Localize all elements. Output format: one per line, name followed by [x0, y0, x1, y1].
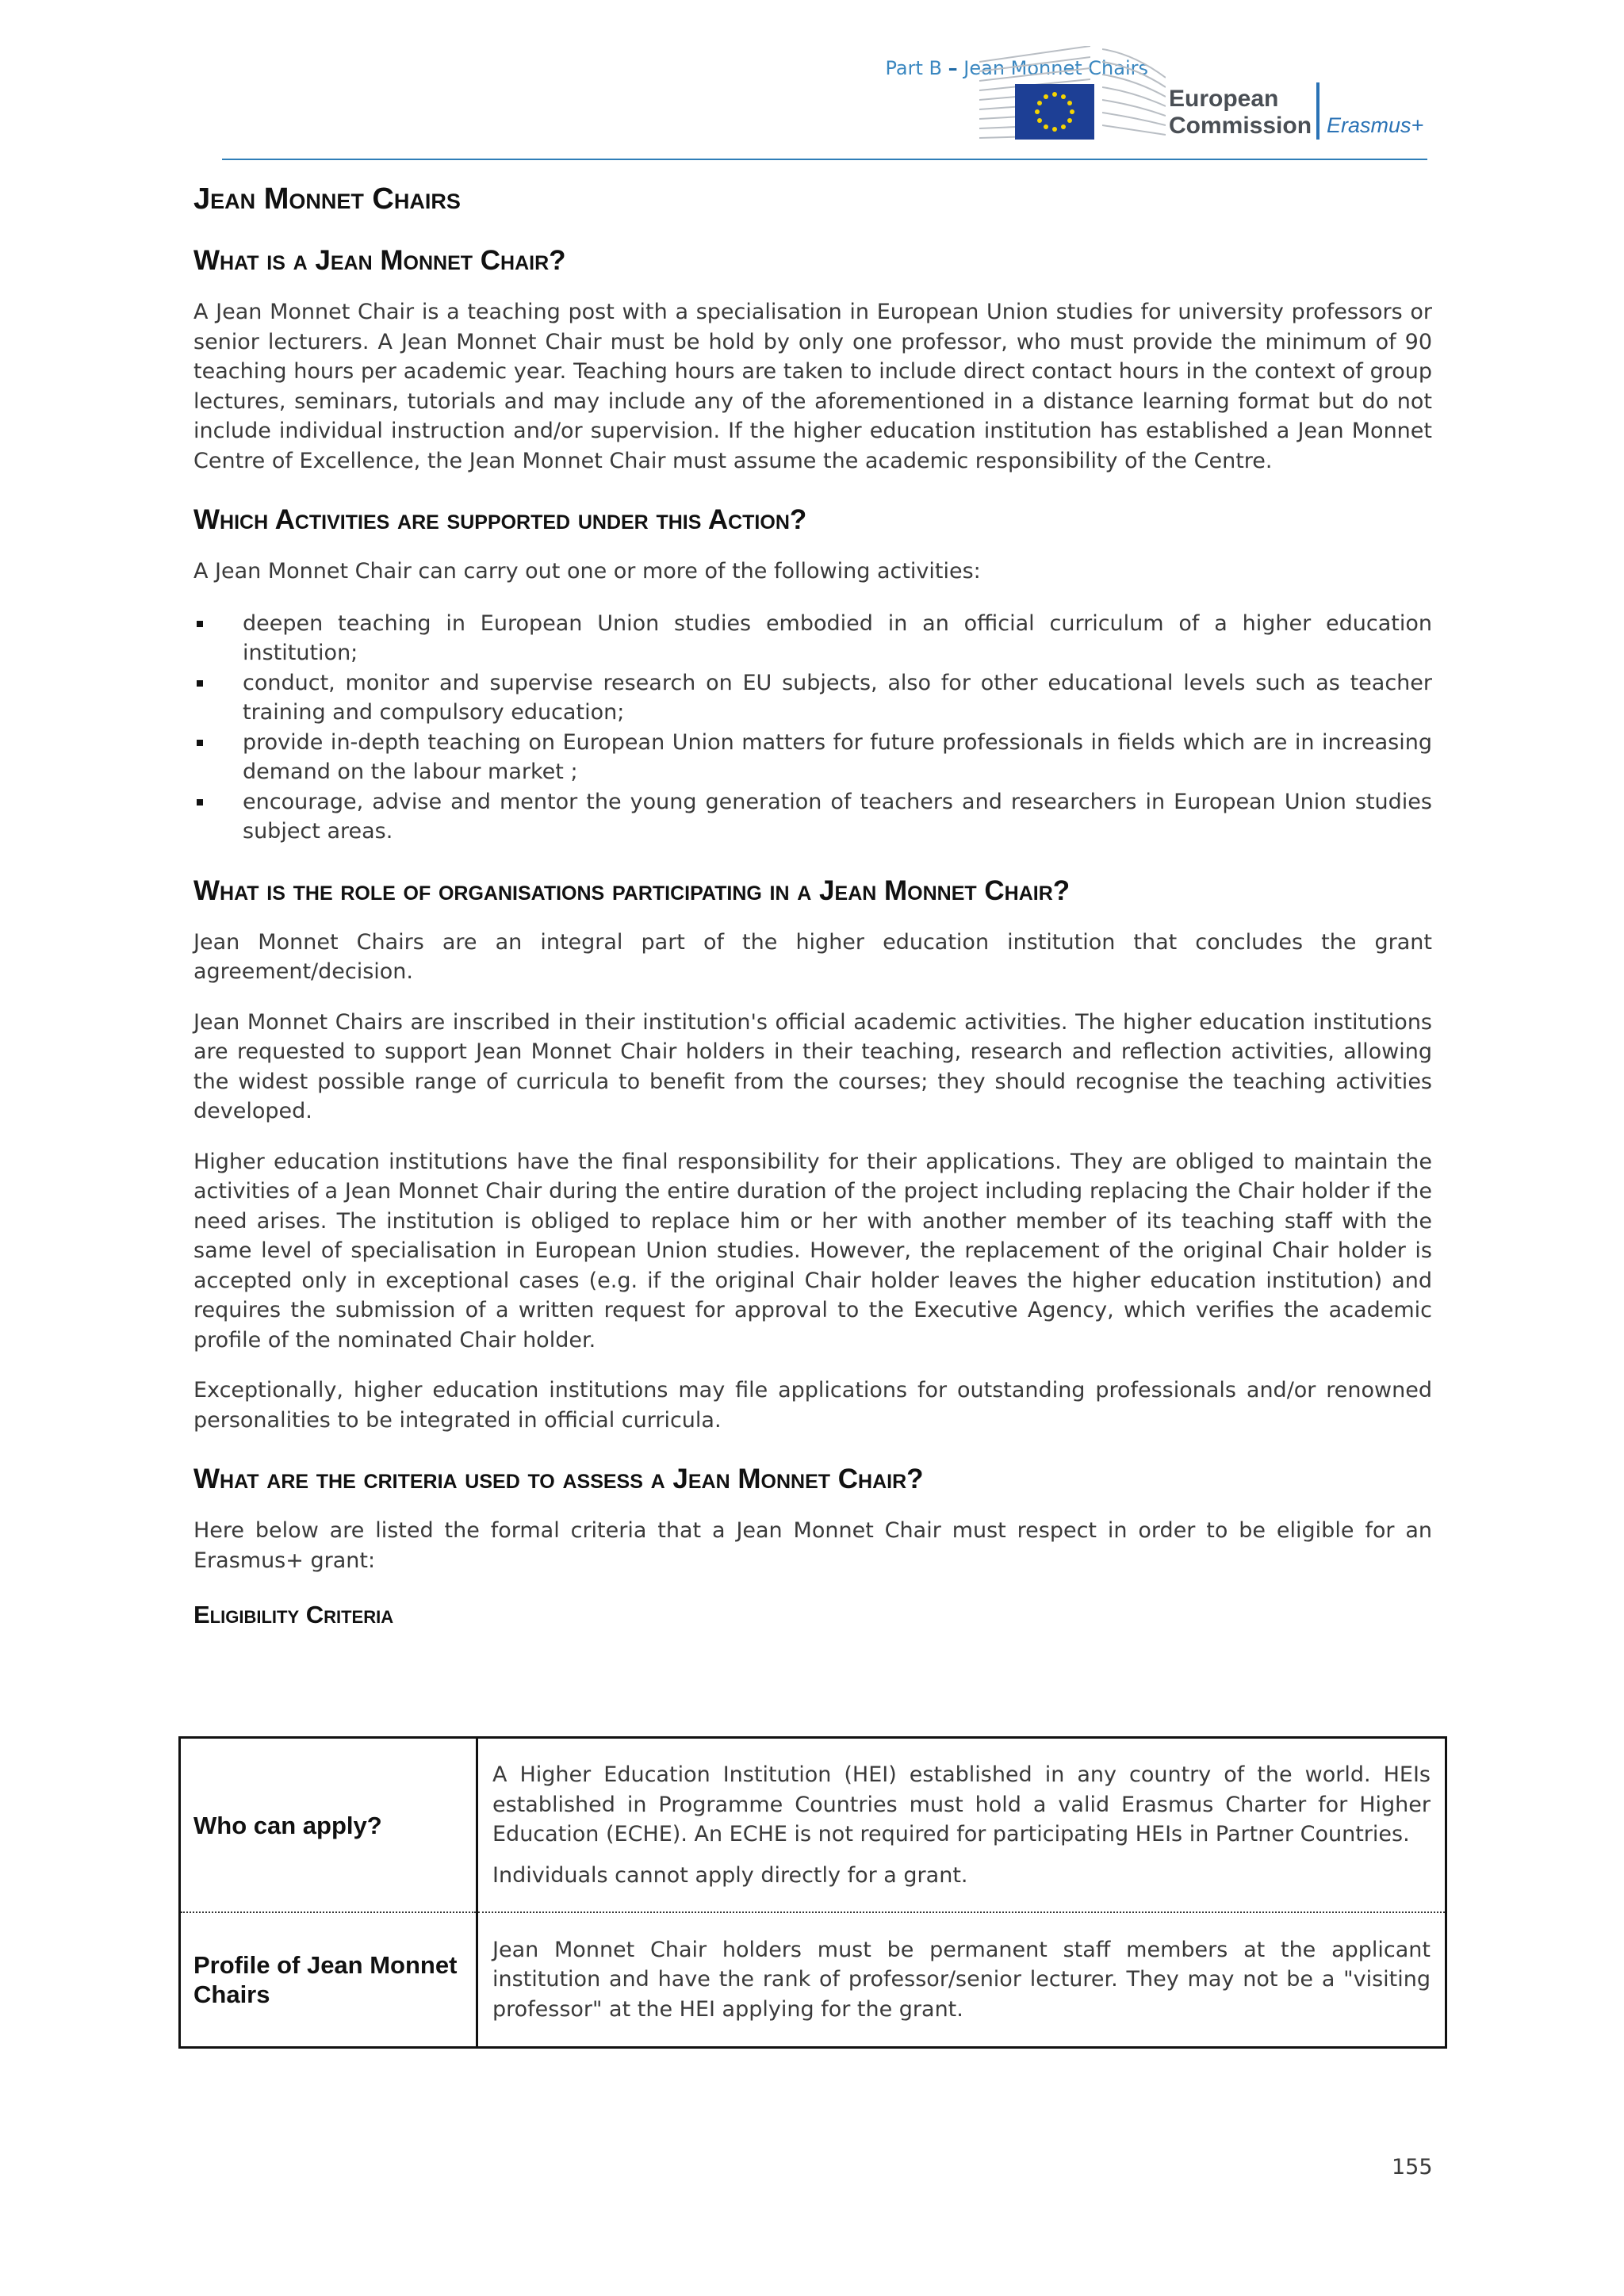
- document-body: [193, 182, 1432, 1629]
- list-item-text: deepen teaching in European Union studies embodied in an official curriculum of a higher education institution;: [243, 610, 1432, 665]
- paragraph-role-2: Jean Monnet Chairs are inscribed in their institution's official academic activities. The higher education institutions are requested to support Jean Monnet Chair holders in their teaching, research and reflection activities, allowing the widest possible range of curricula to benefit from the courses; they should recognise the teaching activities developed.: [193, 1009, 1432, 1123]
- table-row: [180, 1738, 1446, 1913]
- eligibility-table: [178, 1736, 1447, 2049]
- heading-role: What is the role of organisations participating in a Jean Monnet Chair?: [193, 874, 1071, 906]
- commission-building-right-icon: [1102, 46, 1166, 140]
- paragraph-role-1: Jean Monnet Chairs are an integral part of the higher education institution that concludes the grant agreement/decision.: [193, 929, 1432, 984]
- table-cell-text: Jean Monnet Chair holders must be permanent staff members at the applicant institution and have the rank of professor/senior lecturer. They may not be a "visiting professor" at the HEI applying for the grant.: [492, 1937, 1431, 2022]
- list-item: [193, 609, 1432, 668]
- list-item-text: provide in-depth teaching on European Union matters for future professionals in fields which are in increasing demand on the labour market ;: [243, 729, 1432, 784]
- list-item-text: encourage, advise and mentor the young generation of teachers and researchers in European Union studies subject areas.: [243, 789, 1432, 844]
- paragraph-role-4: Exceptionally, higher education institutions may file applications for outstanding professionals and/or renowned personalities to be integrated in official curricula.: [193, 1378, 1432, 1433]
- logo-wordmark: [1169, 86, 1312, 140]
- header-dash: –: [948, 57, 958, 79]
- list-item: [193, 728, 1432, 787]
- header-part-label: Part B: [885, 57, 942, 79]
- bullet-square-icon: [197, 740, 203, 746]
- logo-line-european: European: [1169, 86, 1279, 112]
- bullet-square-icon: [197, 680, 203, 687]
- table-row-label: Profile of Jean Monnet Chairs: [180, 1912, 477, 2048]
- activities-list: [193, 609, 1432, 847]
- table-row-label: Who can apply?: [180, 1738, 477, 1913]
- logo-line-commission: Commission: [1169, 113, 1312, 139]
- eu-stars-icon: [1015, 84, 1094, 140]
- heading-eligibility: Eligibility Criteria: [193, 1601, 394, 1628]
- eu-flag-icon: [1015, 84, 1094, 140]
- table-row-value: [477, 1912, 1446, 2048]
- header-rule: [222, 159, 1427, 160]
- logo-erasmus-plus: Erasmus+: [1327, 113, 1424, 137]
- table-row-value: [477, 1738, 1446, 1913]
- list-item: [193, 668, 1432, 728]
- table-cell-text: Individuals cannot apply directly for a grant.: [492, 1862, 968, 1888]
- paragraph-criteria: Here below are listed the formal criteria that a Jean Monnet Chair must respect in order to be eligible for an Erasmus+ grant:: [193, 1518, 1432, 1573]
- bullet-square-icon: [197, 621, 203, 627]
- list-item: [193, 787, 1432, 847]
- table-cell-text: A Higher Education Institution (HEI) established in any country of the world. HEIs established in Programme Countries must hold a valid Erasmus Charter for Higher Education (ECHE). An ECHE is not required for participating HEIs in Partner Countries.: [492, 1762, 1431, 1846]
- heading-activities: Which Activities are supported under this Action?: [193, 504, 807, 535]
- list-item-text: conduct, monitor and supervise research on EU subjects, also for other educational levels such as teacher training and compulsory education;: [243, 670, 1432, 725]
- paragraph-activities-intro: A Jean Monnet Chair can carry out one or more of the following activities:: [193, 559, 981, 584]
- table-row: [180, 1912, 1446, 2048]
- paragraph-role-3: Higher education institutions have the final responsibility for their applications. They are obliged to maintain the activities of a Jean Monnet Chair during the entire duration of the project including replacing the Chair holder if the need arises. The institution is obliged to replace him or her with another member of its teaching staff with the same level of specialisation in European Union studies. However, the replacement of the original Chair holder is accepted only in exceptional cases (e.g. if the original Chair holder leaves the higher education institution) and requires the submission of a written request for approval to the Executive Agency, which verifies the academic profile of the nominated Chair holder.: [193, 1149, 1432, 1353]
- logo-separator: [1316, 82, 1320, 140]
- header-section-title: Jean Monnet Chairs: [963, 57, 1148, 79]
- heading-criteria: What are the criteria used to assess a Jean Monnet Chair?: [193, 1464, 924, 1494]
- page-number: 155: [1392, 2155, 1433, 2179]
- bullet-square-icon: [197, 799, 203, 806]
- heading-what-is: What is a Jean Monnet Chair?: [193, 245, 566, 276]
- paragraph-what-is: A Jean Monnet Chair is a teaching post with a specialisation in European Union studies for university professors or senior lecturers. A Jean Monnet Chair must be hold by only one professor, who must provide the minimum of 90 teaching hours per academic year. Teaching hours are taken to include direct contact hours in the context of group lectures, seminars, tutorials and may include any of the aforementioned in a distance learning format but do not include individual instruction and/or supervision. If the higher education institution has established a Jean Monnet Centre of Excellence, the Jean Monnet Chair must assume the academic responsibility of the Centre.: [193, 300, 1432, 473]
- page-title: Jean Monnet Chairs: [193, 182, 461, 216]
